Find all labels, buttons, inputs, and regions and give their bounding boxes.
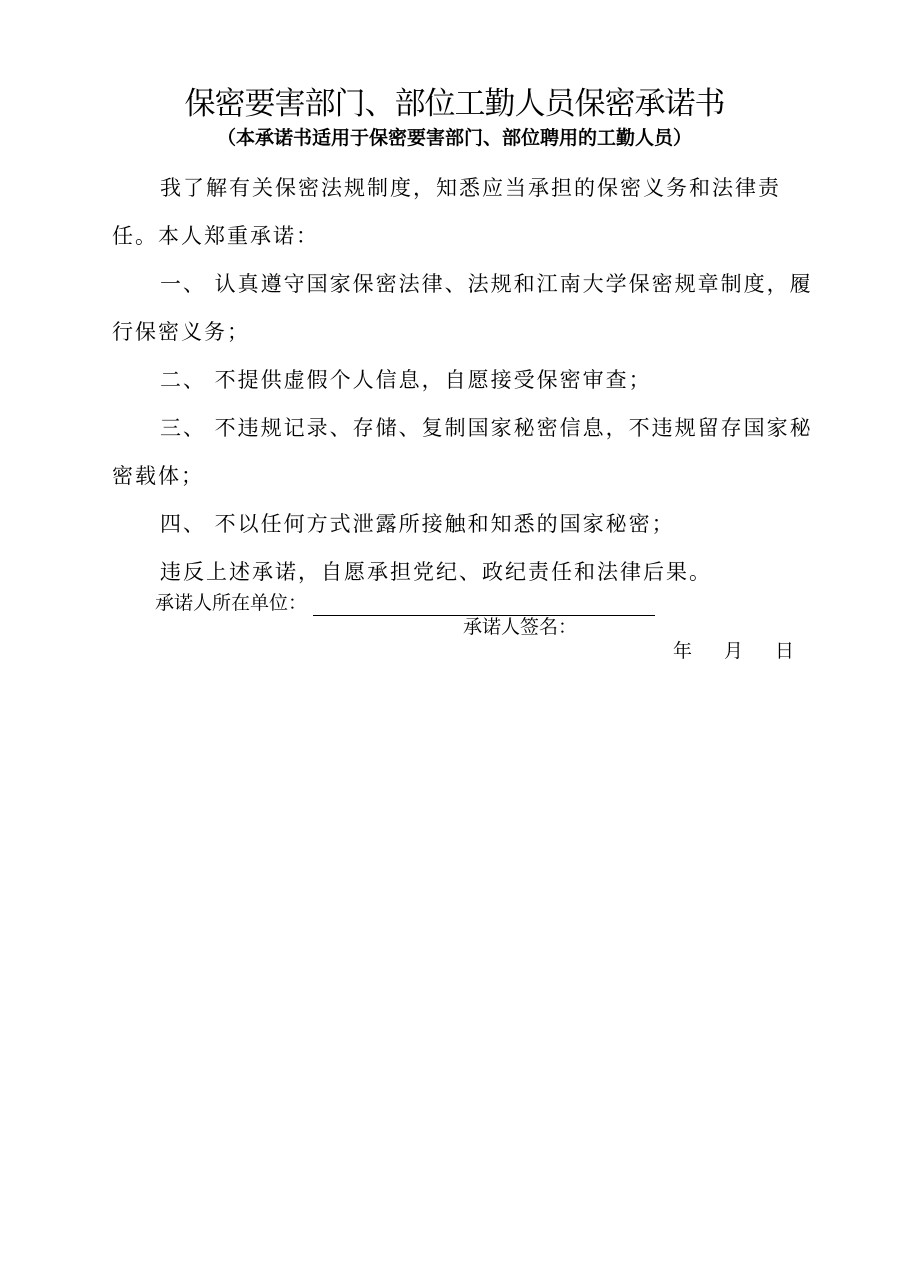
document-body bbox=[112, 164, 818, 596]
signature-label: 承诺人签名： bbox=[463, 616, 578, 638]
document-title: 保密要害部门、部位工勤人员保密承诺书 bbox=[184, 86, 725, 122]
year-label: 年 bbox=[673, 640, 693, 662]
promise-item-3: 三、 不违规记录、存储、复制国家秘密信息，不违规留存国家秘密载体； bbox=[112, 416, 813, 488]
signature-row bbox=[463, 614, 577, 640]
intro-paragraph: 我了解有关保密法规制度，知悉应当承担的保密义务和法律责任。本人郑重承诺： bbox=[112, 176, 781, 248]
date-row bbox=[673, 638, 794, 664]
promise-item-2: 二、 不提供虚假个人信息，自愿接受保密审查； bbox=[160, 368, 652, 392]
month-label: 月 bbox=[724, 640, 744, 662]
unit-label: 承诺人所在单位： bbox=[155, 592, 308, 614]
unit-fill-line[interactable] bbox=[313, 593, 655, 616]
document-subtitle: （本承诺书适用于保密要害部门、部位聘用的工勤人员） bbox=[216, 127, 692, 149]
unit-row bbox=[155, 590, 655, 616]
promise-item-1: 一、 认真遵守国家保密法律、法规和江南大学保密规章制度，履行保密义务； bbox=[112, 272, 813, 344]
day-label: 日 bbox=[775, 640, 795, 662]
promise-item-4: 四、 不以任何方式泄露所接触和知悉的国家秘密； bbox=[160, 512, 675, 536]
closing-paragraph: 违反上述承诺，自愿承担党纪、政纪责任和法律后果。 bbox=[160, 560, 712, 584]
